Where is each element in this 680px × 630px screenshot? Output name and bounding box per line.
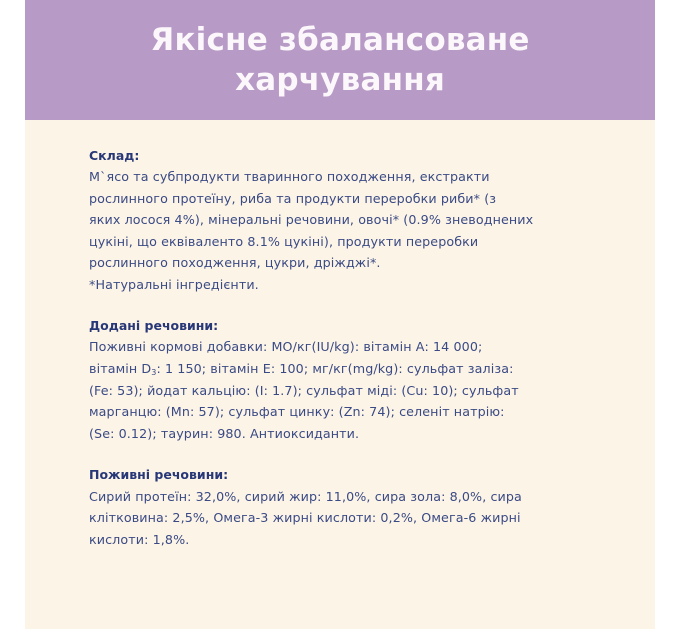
additives-line-vitamin-d: [89, 361, 513, 377]
page-title-line-1: Якісне збалансоване: [150, 22, 530, 58]
section-heading-additives: Додані речовини:: [89, 318, 219, 333]
additives-line: (Se: 0.12); таурин: 980. Антиоксиданти.: [89, 426, 360, 441]
additives-line: марганцю: (Mn: 57); сульфат цинку: (Zn: 74); селеніт натрію:: [89, 404, 505, 419]
vitamin-d-rest: : 1 150; вітамін Е: 100; мг/кг(mg/kg): сульфат заліза:: [156, 361, 514, 376]
composition-line: яких лосося 4%), мінеральні речовини, овочі* (0.9% зневоднених: [89, 212, 534, 227]
nutrients-line: кислоти: 1,8%.: [89, 532, 190, 547]
composition-line: рослинного протеїну, риба та продукти переробки риби* (з: [89, 191, 497, 206]
section-heading-composition: Склад:: [89, 148, 140, 163]
additives-line: (Fe: 53); йодат кальцію: (I: 1.7); сульфат міді: (Cu: 10); сульфат: [89, 383, 519, 398]
nutrients-line: Сирий протеїн: 32,0%, сирий жир: 11,0%, сира зола: 8,0%, сира: [89, 489, 522, 504]
composition-footnote: *Натуральні інгредієнти.: [89, 277, 259, 292]
nutrients-line: клітковина: 2,5%, Омега-3 жирні кислоти: 0,2%, Омега-6 жирні: [89, 510, 521, 525]
composition-line: цукіні, що еквіваленто 8.1% цукіні), продукти переробки: [89, 234, 479, 249]
product-info-card: [25, 0, 655, 629]
vitamin-d-subscript: 3: [151, 368, 157, 377]
additives-line: Поживні кормові добавки: МО/кг(IU/kg): вітамін А: 14 000;: [89, 339, 483, 354]
section-heading-nutrients: Поживні речовини:: [89, 467, 229, 482]
vitamin-d-label: вітамін D: [89, 361, 152, 376]
page-title-line-2: харчування: [235, 62, 445, 98]
composition-line: рослинного походження, цукри, дріжджі*.: [89, 255, 381, 270]
composition-line: М`ясо та субпродукти тваринного походження, екстракти: [89, 169, 490, 184]
header-banner: [25, 0, 655, 120]
